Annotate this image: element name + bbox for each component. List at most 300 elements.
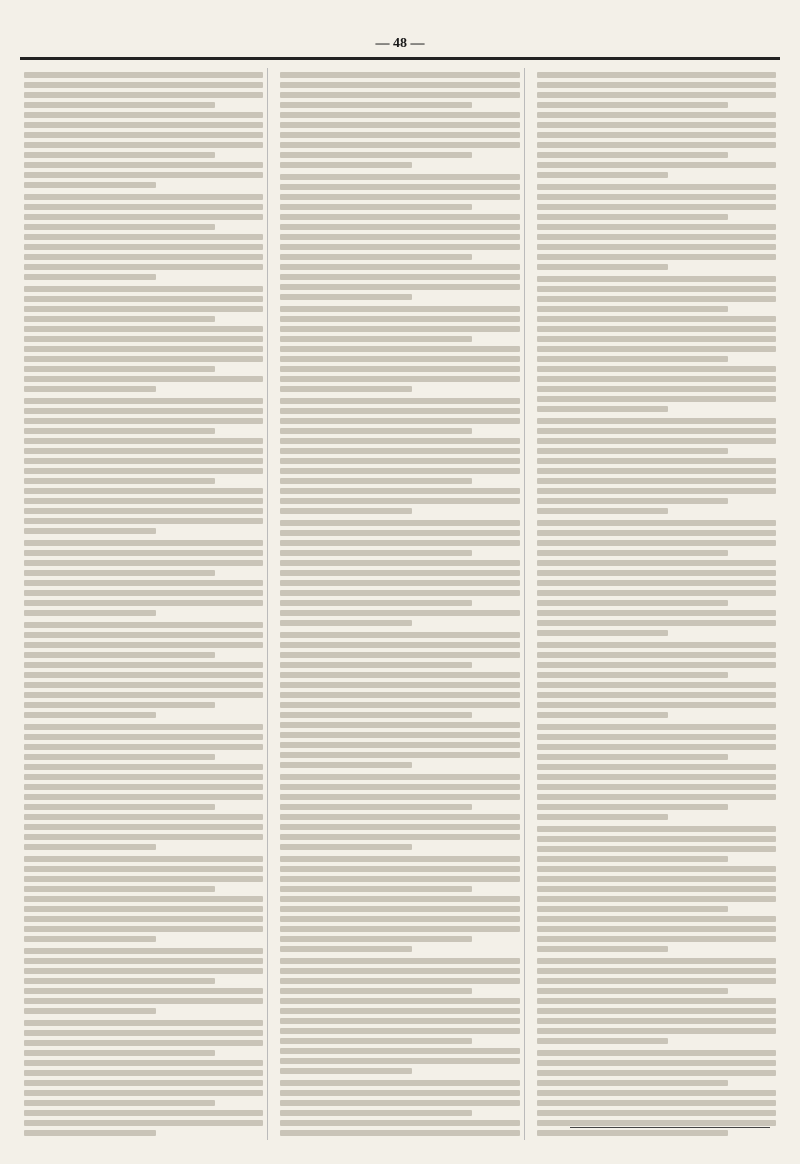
text-line xyxy=(24,346,263,352)
text-line xyxy=(537,396,776,402)
text-line xyxy=(537,244,776,250)
text-line xyxy=(24,784,263,790)
text-line xyxy=(280,254,471,260)
text-line xyxy=(280,824,519,830)
text-line xyxy=(280,234,519,240)
text-line xyxy=(280,762,412,768)
text-line xyxy=(280,356,519,362)
text-line xyxy=(24,580,263,586)
text-line xyxy=(24,142,263,148)
text-line xyxy=(280,112,519,118)
text-line xyxy=(537,234,776,240)
text-line xyxy=(280,386,412,392)
text-line xyxy=(280,1120,519,1126)
text-line xyxy=(24,296,263,302)
text-line xyxy=(537,1028,776,1034)
text-line xyxy=(537,856,728,862)
text-line xyxy=(280,672,519,678)
text-line xyxy=(24,590,263,596)
text-line xyxy=(280,162,412,168)
text-line xyxy=(280,346,519,352)
text-line xyxy=(537,896,776,902)
text-line xyxy=(24,102,215,108)
paragraph xyxy=(24,1020,263,1136)
text-line xyxy=(537,936,776,942)
text-line xyxy=(24,540,263,546)
text-line xyxy=(280,1068,412,1074)
text-line xyxy=(24,508,263,514)
text-line xyxy=(537,774,776,780)
text-line xyxy=(537,744,776,750)
text-line xyxy=(280,804,471,810)
text-line xyxy=(537,1070,776,1076)
text-line xyxy=(537,702,776,708)
text-line xyxy=(280,814,519,820)
text-line xyxy=(24,132,263,138)
text-line xyxy=(537,784,776,790)
text-line xyxy=(24,182,156,188)
text-line xyxy=(24,152,215,158)
text-line xyxy=(24,1090,263,1096)
text-line xyxy=(280,132,519,138)
text-line xyxy=(537,478,776,484)
text-line xyxy=(280,1090,519,1096)
text-line xyxy=(280,1100,519,1106)
text-line xyxy=(24,682,263,688)
text-line xyxy=(280,1080,519,1086)
text-line xyxy=(280,408,519,414)
text-line xyxy=(280,194,519,200)
text-line xyxy=(24,886,215,892)
text-line xyxy=(537,346,776,352)
text-line xyxy=(537,386,776,392)
text-line xyxy=(280,642,519,648)
text-line xyxy=(24,712,156,718)
text-line xyxy=(280,580,519,586)
text-line xyxy=(537,82,776,88)
text-line xyxy=(537,194,776,200)
paragraph xyxy=(24,72,263,188)
text-line xyxy=(24,916,263,922)
text-line xyxy=(537,366,776,372)
text-line xyxy=(537,876,776,882)
text-line xyxy=(24,764,263,770)
text-line xyxy=(280,508,412,514)
text-line xyxy=(24,72,263,78)
text-line xyxy=(280,978,519,984)
text-line xyxy=(280,540,519,546)
text-line xyxy=(280,284,519,290)
text-line xyxy=(537,916,776,922)
text-line xyxy=(537,132,776,138)
text-line xyxy=(280,702,519,708)
text-line xyxy=(24,194,263,200)
text-line xyxy=(537,438,776,444)
text-line xyxy=(280,316,519,322)
text-line xyxy=(537,468,776,474)
text-line xyxy=(24,214,263,220)
text-line xyxy=(537,906,728,912)
paragraph xyxy=(537,72,776,178)
text-line xyxy=(24,866,263,872)
text-line xyxy=(24,518,263,524)
text-line xyxy=(280,896,519,902)
text-line xyxy=(537,550,728,556)
text-line xyxy=(280,1038,471,1044)
text-line xyxy=(280,366,519,372)
text-line xyxy=(537,224,776,230)
text-line xyxy=(24,224,215,230)
text-line xyxy=(280,326,519,332)
text-line xyxy=(24,724,263,730)
text-line xyxy=(537,336,776,342)
text-line xyxy=(280,682,519,688)
text-line xyxy=(24,560,263,566)
paragraph xyxy=(537,418,776,514)
text-line xyxy=(24,1040,263,1046)
paragraph xyxy=(280,72,519,168)
text-line xyxy=(537,356,728,362)
text-line xyxy=(280,478,471,484)
text-line xyxy=(280,1130,519,1136)
text-line xyxy=(280,876,519,882)
paragraph xyxy=(280,174,519,300)
text-line xyxy=(24,458,263,464)
paragraph xyxy=(537,642,776,718)
text-line xyxy=(24,286,263,292)
text-line xyxy=(24,622,263,628)
text-line xyxy=(24,844,156,850)
text-line xyxy=(280,244,519,250)
text-line xyxy=(280,468,519,474)
text-line xyxy=(24,978,215,984)
text-line xyxy=(537,1080,728,1086)
text-line xyxy=(537,520,776,526)
text-line xyxy=(537,998,776,1004)
text-line xyxy=(24,112,263,118)
text-line xyxy=(24,468,263,474)
text-line xyxy=(280,488,519,494)
text-line xyxy=(280,306,519,312)
text-line xyxy=(537,92,776,98)
text-line xyxy=(537,754,728,760)
text-line xyxy=(24,326,263,332)
text-line xyxy=(280,530,519,536)
text-line xyxy=(280,936,471,942)
text-line xyxy=(24,428,215,434)
text-line xyxy=(537,580,776,586)
text-line xyxy=(280,142,519,148)
text-line xyxy=(24,550,263,556)
text-line xyxy=(280,662,471,668)
text-line xyxy=(537,682,776,688)
text-line xyxy=(537,814,669,820)
text-line xyxy=(537,642,776,648)
text-line xyxy=(537,734,776,740)
text-line xyxy=(537,122,776,128)
text-line xyxy=(537,560,776,566)
text-line xyxy=(537,724,776,730)
text-line xyxy=(24,702,215,708)
column-3 xyxy=(533,68,780,1140)
text-line xyxy=(280,428,471,434)
text-line xyxy=(24,478,215,484)
text-line xyxy=(24,528,156,534)
text-line xyxy=(537,620,776,626)
text-line xyxy=(280,1048,519,1054)
text-line xyxy=(280,448,519,454)
paragraph xyxy=(537,520,776,636)
text-line xyxy=(537,286,776,292)
text-line xyxy=(24,1100,215,1106)
text-line xyxy=(24,958,263,964)
text-line xyxy=(280,458,519,464)
text-line xyxy=(537,326,776,332)
text-line xyxy=(280,82,519,88)
text-line xyxy=(537,958,776,964)
text-line xyxy=(24,264,263,270)
paragraph xyxy=(537,184,776,270)
text-line xyxy=(280,946,412,952)
text-line xyxy=(280,1028,519,1034)
text-line xyxy=(537,846,776,852)
paragraph xyxy=(280,306,519,392)
text-line xyxy=(537,296,776,302)
paragraph xyxy=(537,276,776,412)
text-line xyxy=(24,652,215,658)
text-line xyxy=(280,844,412,850)
text-line xyxy=(537,1110,776,1116)
text-line xyxy=(537,794,776,800)
text-line xyxy=(537,214,728,220)
text-line xyxy=(280,732,519,738)
text-line xyxy=(537,630,669,636)
text-line xyxy=(24,204,263,210)
paragraph xyxy=(24,286,263,392)
text-line xyxy=(537,498,728,504)
text-line xyxy=(537,1008,776,1014)
text-line xyxy=(280,224,519,230)
text-line xyxy=(537,610,776,616)
text-line xyxy=(24,744,263,750)
text-line xyxy=(24,438,263,444)
text-line xyxy=(537,142,776,148)
text-line xyxy=(24,570,215,576)
text-line xyxy=(537,804,728,810)
text-line xyxy=(24,804,215,810)
text-line xyxy=(537,376,776,382)
text-line xyxy=(24,824,263,830)
page-number: — 48 — xyxy=(375,36,425,51)
text-line xyxy=(24,1070,263,1076)
text-line xyxy=(280,214,519,220)
text-line xyxy=(537,590,776,596)
text-line xyxy=(280,916,519,922)
text-line xyxy=(537,488,776,494)
text-line xyxy=(537,692,776,698)
text-line xyxy=(280,294,412,300)
text-line xyxy=(24,316,215,322)
text-line xyxy=(24,998,263,1004)
text-line xyxy=(280,742,519,748)
text-line xyxy=(537,530,776,536)
text-line xyxy=(537,968,776,974)
text-line xyxy=(537,672,728,678)
text-line xyxy=(537,600,728,606)
paragraph xyxy=(24,856,263,942)
column-1 xyxy=(20,68,268,1140)
column-2 xyxy=(276,68,524,1140)
text-line xyxy=(280,988,471,994)
paragraph xyxy=(280,856,519,952)
header-rule xyxy=(20,57,780,60)
text-line xyxy=(24,244,263,250)
text-line xyxy=(280,906,519,912)
text-line xyxy=(537,1018,776,1024)
text-line xyxy=(537,172,669,178)
text-line xyxy=(24,376,263,382)
text-line xyxy=(24,948,263,954)
text-line xyxy=(24,386,156,392)
text-line xyxy=(24,448,263,454)
text-line xyxy=(280,620,412,626)
text-line xyxy=(537,152,728,158)
text-line xyxy=(24,1110,263,1116)
text-line xyxy=(280,590,519,596)
text-line xyxy=(280,632,519,638)
text-line xyxy=(24,794,263,800)
text-line xyxy=(280,122,519,128)
text-line xyxy=(280,152,471,158)
text-line xyxy=(537,1100,776,1106)
text-line xyxy=(537,926,776,932)
text-line xyxy=(537,162,776,168)
text-line xyxy=(24,1120,263,1126)
text-line xyxy=(280,550,471,556)
text-line xyxy=(537,184,776,190)
text-line xyxy=(537,406,669,412)
text-line xyxy=(280,834,519,840)
text-line xyxy=(24,418,263,424)
text-line xyxy=(280,610,519,616)
paragraph xyxy=(280,958,519,1074)
text-line xyxy=(537,458,776,464)
paragraph xyxy=(24,724,263,850)
text-line xyxy=(280,438,519,444)
text-line xyxy=(280,1018,519,1024)
text-line xyxy=(24,1008,156,1014)
paragraph xyxy=(24,948,263,1014)
text-line xyxy=(24,754,215,760)
text-line xyxy=(280,958,519,964)
text-line xyxy=(24,1050,215,1056)
text-line xyxy=(280,520,519,526)
text-line xyxy=(280,1058,519,1064)
text-line xyxy=(280,1008,519,1014)
paragraph xyxy=(280,632,519,768)
text-line xyxy=(280,998,519,1004)
text-line xyxy=(24,366,215,372)
paragraph xyxy=(280,398,519,514)
text-line xyxy=(280,102,471,108)
paragraph xyxy=(24,622,263,718)
text-line xyxy=(24,642,263,648)
text-line xyxy=(280,774,519,780)
paragraph xyxy=(24,540,263,616)
paragraph xyxy=(24,194,263,280)
text-line xyxy=(24,398,263,404)
text-line xyxy=(24,876,263,882)
text-line xyxy=(24,82,263,88)
text-line xyxy=(537,886,776,892)
text-line xyxy=(280,174,519,180)
text-line xyxy=(24,1030,263,1036)
text-line xyxy=(24,92,263,98)
text-line xyxy=(537,418,776,424)
text-line xyxy=(24,1080,263,1086)
paragraph xyxy=(537,826,776,952)
text-line xyxy=(537,102,728,108)
text-line xyxy=(280,926,519,932)
text-line xyxy=(537,1120,776,1126)
text-line xyxy=(537,946,669,952)
text-line xyxy=(537,1038,669,1044)
text-line xyxy=(280,184,519,190)
text-line xyxy=(24,122,263,128)
text-line xyxy=(24,774,263,780)
text-line xyxy=(537,836,776,842)
text-line xyxy=(537,1060,776,1066)
text-line xyxy=(537,306,728,312)
paragraph xyxy=(537,958,776,1044)
text-line xyxy=(24,274,156,280)
text-line xyxy=(24,988,263,994)
text-line xyxy=(24,1130,156,1136)
text-line xyxy=(24,162,263,168)
text-line xyxy=(537,712,669,718)
text-line xyxy=(280,752,519,758)
text-line xyxy=(537,826,776,832)
paragraph xyxy=(280,774,519,850)
text-line xyxy=(24,254,263,260)
text-line xyxy=(537,866,776,872)
text-line xyxy=(24,856,263,862)
text-line xyxy=(24,1060,263,1066)
text-line xyxy=(280,968,519,974)
text-line xyxy=(24,356,263,362)
text-line xyxy=(537,540,776,546)
text-line xyxy=(24,488,263,494)
text-line xyxy=(537,316,776,322)
text-line xyxy=(24,896,263,902)
text-line xyxy=(280,560,519,566)
text-line xyxy=(280,398,519,404)
text-line xyxy=(537,428,776,434)
text-line xyxy=(280,498,519,504)
text-line xyxy=(280,72,519,78)
text-line xyxy=(280,1110,471,1116)
columns-container xyxy=(20,68,780,1140)
text-line xyxy=(280,722,519,728)
text-line xyxy=(280,264,519,270)
text-line xyxy=(537,662,776,668)
text-line xyxy=(24,936,156,942)
text-line xyxy=(24,306,263,312)
text-line xyxy=(24,632,263,638)
text-line xyxy=(24,926,263,932)
text-line xyxy=(24,234,263,240)
text-line xyxy=(537,204,776,210)
